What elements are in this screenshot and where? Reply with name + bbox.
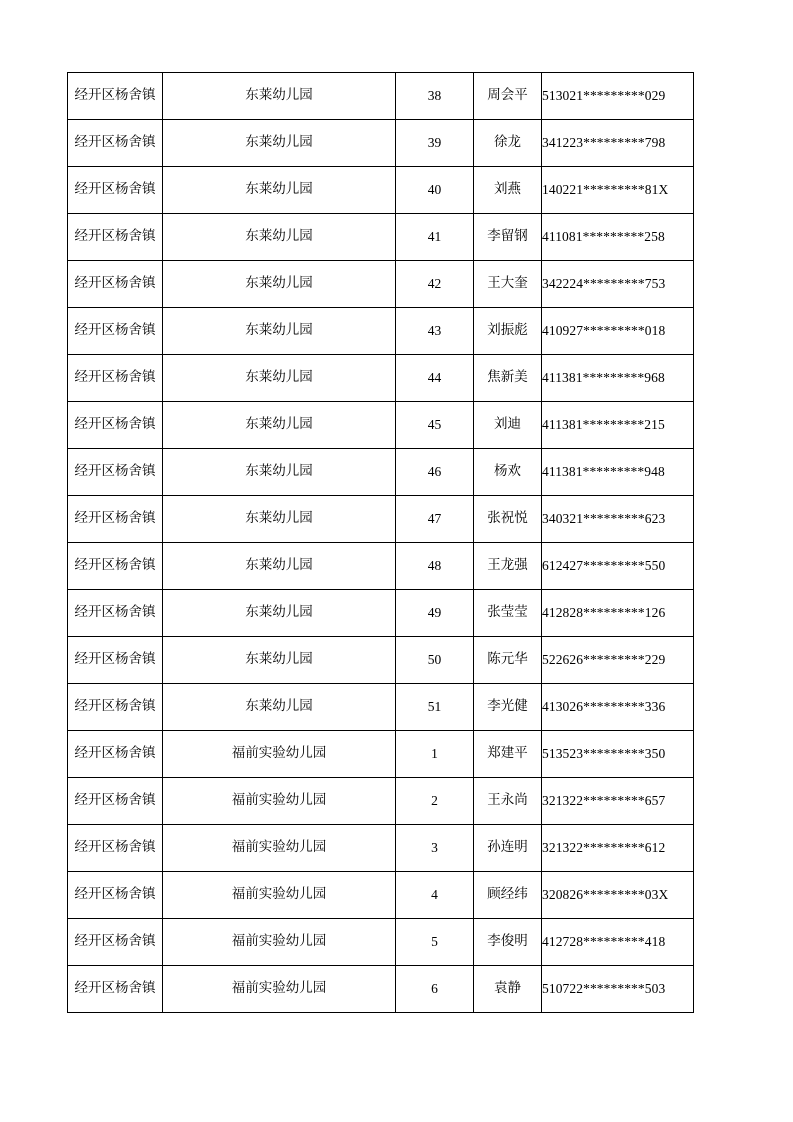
table-row <box>68 731 694 778</box>
cell-person-name: 李俊明 <box>474 919 542 966</box>
table-row <box>68 214 694 261</box>
cell-person-name: 刘振彪 <box>474 308 542 355</box>
cell-kindergarten: 东莱幼儿园 <box>163 402 396 449</box>
cell-kindergarten: 东莱幼儿园 <box>163 355 396 402</box>
cell-kindergarten: 东莱幼儿园 <box>163 590 396 637</box>
cell-number: 46 <box>396 449 474 496</box>
table-row <box>68 167 694 214</box>
cell-id-number: 411381*********948 <box>542 449 694 496</box>
cell-town: 经开区杨舍镇 <box>68 402 163 449</box>
cell-id-number: 410927*********018 <box>542 308 694 355</box>
cell-id-number: 513523*********350 <box>542 731 694 778</box>
cell-town: 经开区杨舍镇 <box>68 637 163 684</box>
cell-id-number: 411081*********258 <box>542 214 694 261</box>
cell-person-name: 陈元华 <box>474 637 542 684</box>
table-row <box>68 120 694 167</box>
roster-table-body <box>68 73 694 1013</box>
cell-town: 经开区杨舍镇 <box>68 167 163 214</box>
cell-id-number: 342224*********753 <box>542 261 694 308</box>
cell-number: 4 <box>396 872 474 919</box>
table-row <box>68 590 694 637</box>
cell-person-name: 李留钢 <box>474 214 542 261</box>
table-row <box>68 449 694 496</box>
cell-number: 1 <box>396 731 474 778</box>
cell-number: 45 <box>396 402 474 449</box>
cell-id-number: 140221*********81X <box>542 167 694 214</box>
cell-person-name: 顾经纬 <box>474 872 542 919</box>
cell-person-name: 王大奎 <box>474 261 542 308</box>
cell-person-name: 焦新美 <box>474 355 542 402</box>
table-row <box>68 543 694 590</box>
cell-person-name: 张莹莹 <box>474 590 542 637</box>
cell-person-name: 张祝悦 <box>474 496 542 543</box>
cell-number: 48 <box>396 543 474 590</box>
table-row <box>68 637 694 684</box>
cell-town: 经开区杨舍镇 <box>68 684 163 731</box>
cell-kindergarten: 东莱幼儿园 <box>163 73 396 120</box>
cell-kindergarten: 东莱幼儿园 <box>163 308 396 355</box>
cell-id-number: 412828*********126 <box>542 590 694 637</box>
cell-id-number: 340321*********623 <box>542 496 694 543</box>
cell-number: 39 <box>396 120 474 167</box>
cell-person-name: 袁静 <box>474 966 542 1013</box>
cell-person-name: 王永尚 <box>474 778 542 825</box>
cell-kindergarten: 东莱幼儿园 <box>163 496 396 543</box>
cell-kindergarten: 东莱幼儿园 <box>163 637 396 684</box>
cell-id-number: 411381*********215 <box>542 402 694 449</box>
table-row <box>68 308 694 355</box>
roster-table <box>67 72 694 1013</box>
cell-number: 41 <box>396 214 474 261</box>
table-row <box>68 872 694 919</box>
cell-town: 经开区杨舍镇 <box>68 120 163 167</box>
cell-town: 经开区杨舍镇 <box>68 731 163 778</box>
cell-number: 47 <box>396 496 474 543</box>
cell-town: 经开区杨舍镇 <box>68 919 163 966</box>
cell-number: 2 <box>396 778 474 825</box>
table-row <box>68 778 694 825</box>
table-row <box>68 966 694 1013</box>
cell-town: 经开区杨舍镇 <box>68 308 163 355</box>
cell-number: 43 <box>396 308 474 355</box>
cell-id-number: 513021*********029 <box>542 73 694 120</box>
cell-person-name: 郑建平 <box>474 731 542 778</box>
cell-number: 50 <box>396 637 474 684</box>
table-row <box>68 355 694 402</box>
table-row <box>68 684 694 731</box>
cell-person-name: 孙连明 <box>474 825 542 872</box>
cell-town: 经开区杨舍镇 <box>68 872 163 919</box>
cell-town: 经开区杨舍镇 <box>68 261 163 308</box>
cell-id-number: 413026*********336 <box>542 684 694 731</box>
cell-person-name: 李光健 <box>474 684 542 731</box>
table-row <box>68 825 694 872</box>
cell-town: 经开区杨舍镇 <box>68 496 163 543</box>
cell-id-number: 612427*********550 <box>542 543 694 590</box>
cell-kindergarten: 福前实验幼儿园 <box>163 966 396 1013</box>
cell-id-number: 321322*********612 <box>542 825 694 872</box>
table-row <box>68 402 694 449</box>
cell-kindergarten: 东莱幼儿园 <box>163 214 396 261</box>
cell-person-name: 刘燕 <box>474 167 542 214</box>
cell-number: 40 <box>396 167 474 214</box>
cell-number: 44 <box>396 355 474 402</box>
cell-kindergarten: 东莱幼儿园 <box>163 449 396 496</box>
cell-kindergarten: 东莱幼儿园 <box>163 120 396 167</box>
table-row <box>68 919 694 966</box>
cell-number: 38 <box>396 73 474 120</box>
cell-id-number: 412728*********418 <box>542 919 694 966</box>
cell-id-number: 510722*********503 <box>542 966 694 1013</box>
cell-town: 经开区杨舍镇 <box>68 966 163 1013</box>
cell-id-number: 341223*********798 <box>542 120 694 167</box>
cell-kindergarten: 福前实验幼儿园 <box>163 778 396 825</box>
cell-number: 42 <box>396 261 474 308</box>
cell-kindergarten: 福前实验幼儿园 <box>163 825 396 872</box>
cell-town: 经开区杨舍镇 <box>68 214 163 261</box>
cell-number: 6 <box>396 966 474 1013</box>
table-row <box>68 496 694 543</box>
cell-town: 经开区杨舍镇 <box>68 355 163 402</box>
cell-id-number: 522626*********229 <box>542 637 694 684</box>
cell-number: 49 <box>396 590 474 637</box>
cell-number: 51 <box>396 684 474 731</box>
cell-person-name: 王龙强 <box>474 543 542 590</box>
cell-kindergarten: 东莱幼儿园 <box>163 543 396 590</box>
cell-id-number: 321322*********657 <box>542 778 694 825</box>
cell-person-name: 刘迪 <box>474 402 542 449</box>
table-row <box>68 73 694 120</box>
cell-person-name: 徐龙 <box>474 120 542 167</box>
cell-kindergarten: 福前实验幼儿园 <box>163 919 396 966</box>
cell-number: 3 <box>396 825 474 872</box>
table-row <box>68 261 694 308</box>
cell-person-name: 周会平 <box>474 73 542 120</box>
cell-kindergarten: 东莱幼儿园 <box>163 261 396 308</box>
cell-town: 经开区杨舍镇 <box>68 449 163 496</box>
cell-kindergarten: 东莱幼儿园 <box>163 684 396 731</box>
cell-id-number: 411381*********968 <box>542 355 694 402</box>
cell-number: 5 <box>396 919 474 966</box>
cell-town: 经开区杨舍镇 <box>68 590 163 637</box>
cell-kindergarten: 福前实验幼儿园 <box>163 872 396 919</box>
cell-kindergarten: 东莱幼儿园 <box>163 167 396 214</box>
cell-town: 经开区杨舍镇 <box>68 73 163 120</box>
cell-town: 经开区杨舍镇 <box>68 825 163 872</box>
cell-person-name: 杨欢 <box>474 449 542 496</box>
cell-town: 经开区杨舍镇 <box>68 778 163 825</box>
cell-town: 经开区杨舍镇 <box>68 543 163 590</box>
cell-kindergarten: 福前实验幼儿园 <box>163 731 396 778</box>
cell-id-number: 320826*********03X <box>542 872 694 919</box>
